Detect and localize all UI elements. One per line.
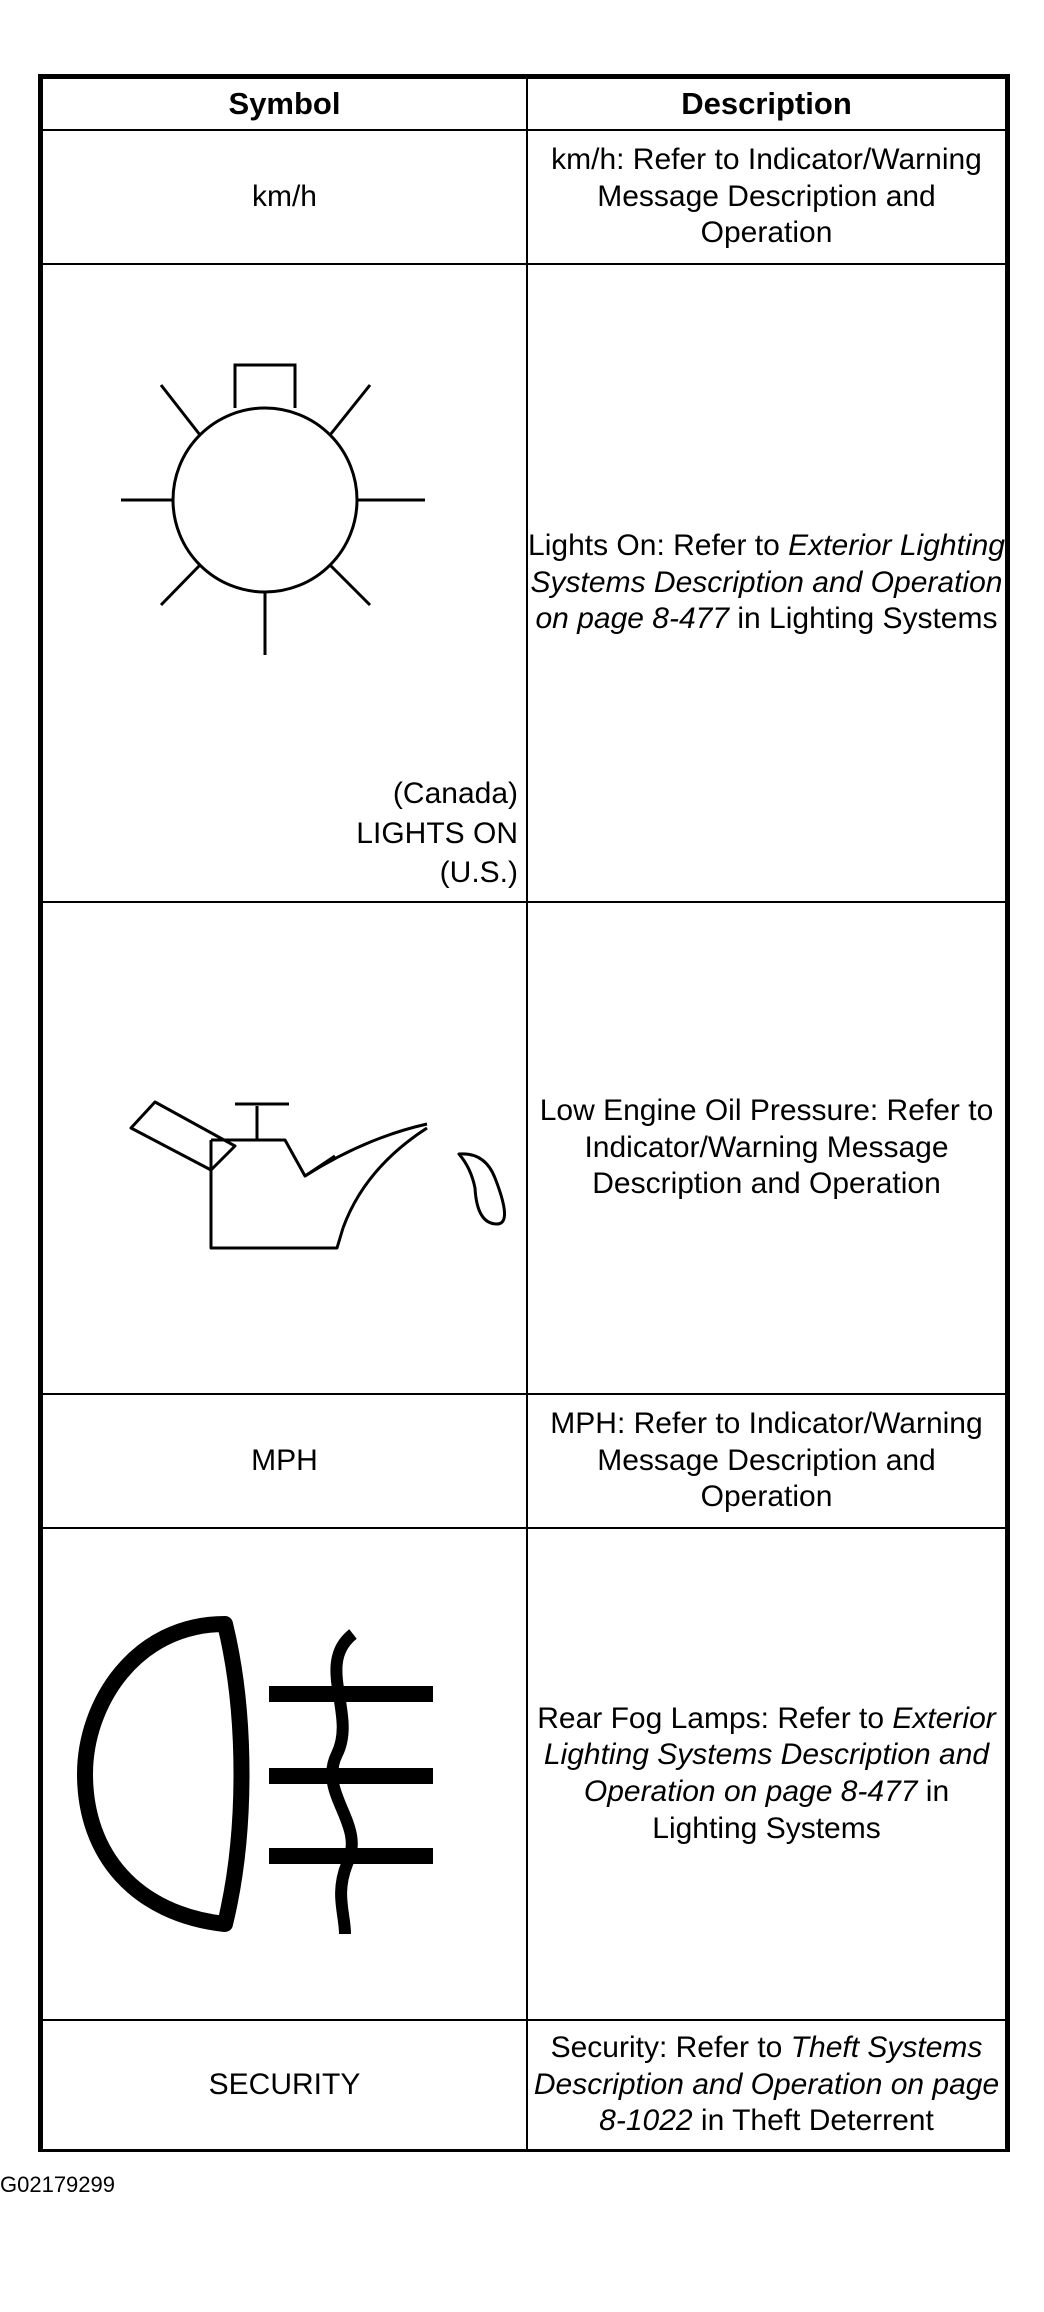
- caption-lights-on: LIGHTS ON: [356, 816, 518, 850]
- symbol-cell: MPH: [42, 1394, 527, 1528]
- desc-text: in Lighting Systems: [729, 602, 998, 636]
- symbol-table: [41, 77, 1007, 2151]
- symbol-cell: [42, 1528, 527, 2020]
- desc-reference: Exterior Lighting Systems Description and Operation on page 8-477: [543, 1701, 996, 1808]
- symbol-cell: SECURITY: [42, 2020, 527, 2150]
- table-row: [42, 130, 1006, 264]
- caption-canada: (Canada): [392, 777, 518, 811]
- symbol-cell: [42, 902, 527, 1394]
- table-row: [42, 1528, 1006, 2020]
- column-header-symbol: Symbol: [42, 78, 527, 130]
- table-row: [42, 2020, 1006, 2150]
- description-cell: [527, 1528, 1006, 2020]
- symbol-caption: [356, 774, 518, 893]
- table-row: [42, 1394, 1006, 1528]
- description-cell: MPH: Refer to Indicator/Warning Message Description and Operation: [527, 1394, 1006, 1528]
- table-header-row: [42, 78, 1006, 130]
- table-row: [42, 902, 1006, 1394]
- desc-text: Security: Refer to: [550, 2031, 791, 2065]
- description-cell: [527, 264, 1006, 902]
- oil-can-icon: [45, 1028, 525, 1268]
- figure-code: G02179299: [0, 2172, 115, 2197]
- description-cell: [527, 2020, 1006, 2150]
- symbol-table-frame: [38, 74, 1010, 2152]
- desc-reference: Theft Systems Description and Operation on page 8-1022: [533, 2031, 1000, 2138]
- description-cell: km/h: Refer to Indicator/Warning Message Description and Operation: [527, 130, 1006, 264]
- desc-text: Rear Fog Lamps: Refer to: [537, 1701, 893, 1735]
- desc-text: in Lighting Systems: [652, 1775, 950, 1845]
- desc-text: in Theft Deterrent: [692, 2104, 934, 2138]
- symbol-cell: [42, 264, 527, 902]
- column-header-description: Description: [527, 78, 1006, 130]
- symbol-cell: km/h: [42, 130, 527, 264]
- description-cell: Low Engine Oil Pressure: Refer to Indicator/Warning Message Description and Operation: [527, 902, 1006, 1394]
- desc-text: Lights On: Refer to: [528, 529, 789, 563]
- table-row: [42, 264, 1006, 902]
- caption-us: (U.S.): [439, 856, 518, 890]
- desc-reference: Exterior Lighting Systems Description and Operation on page 8-477: [530, 529, 1005, 636]
- rear-fog-lamp-icon: [45, 1604, 525, 1944]
